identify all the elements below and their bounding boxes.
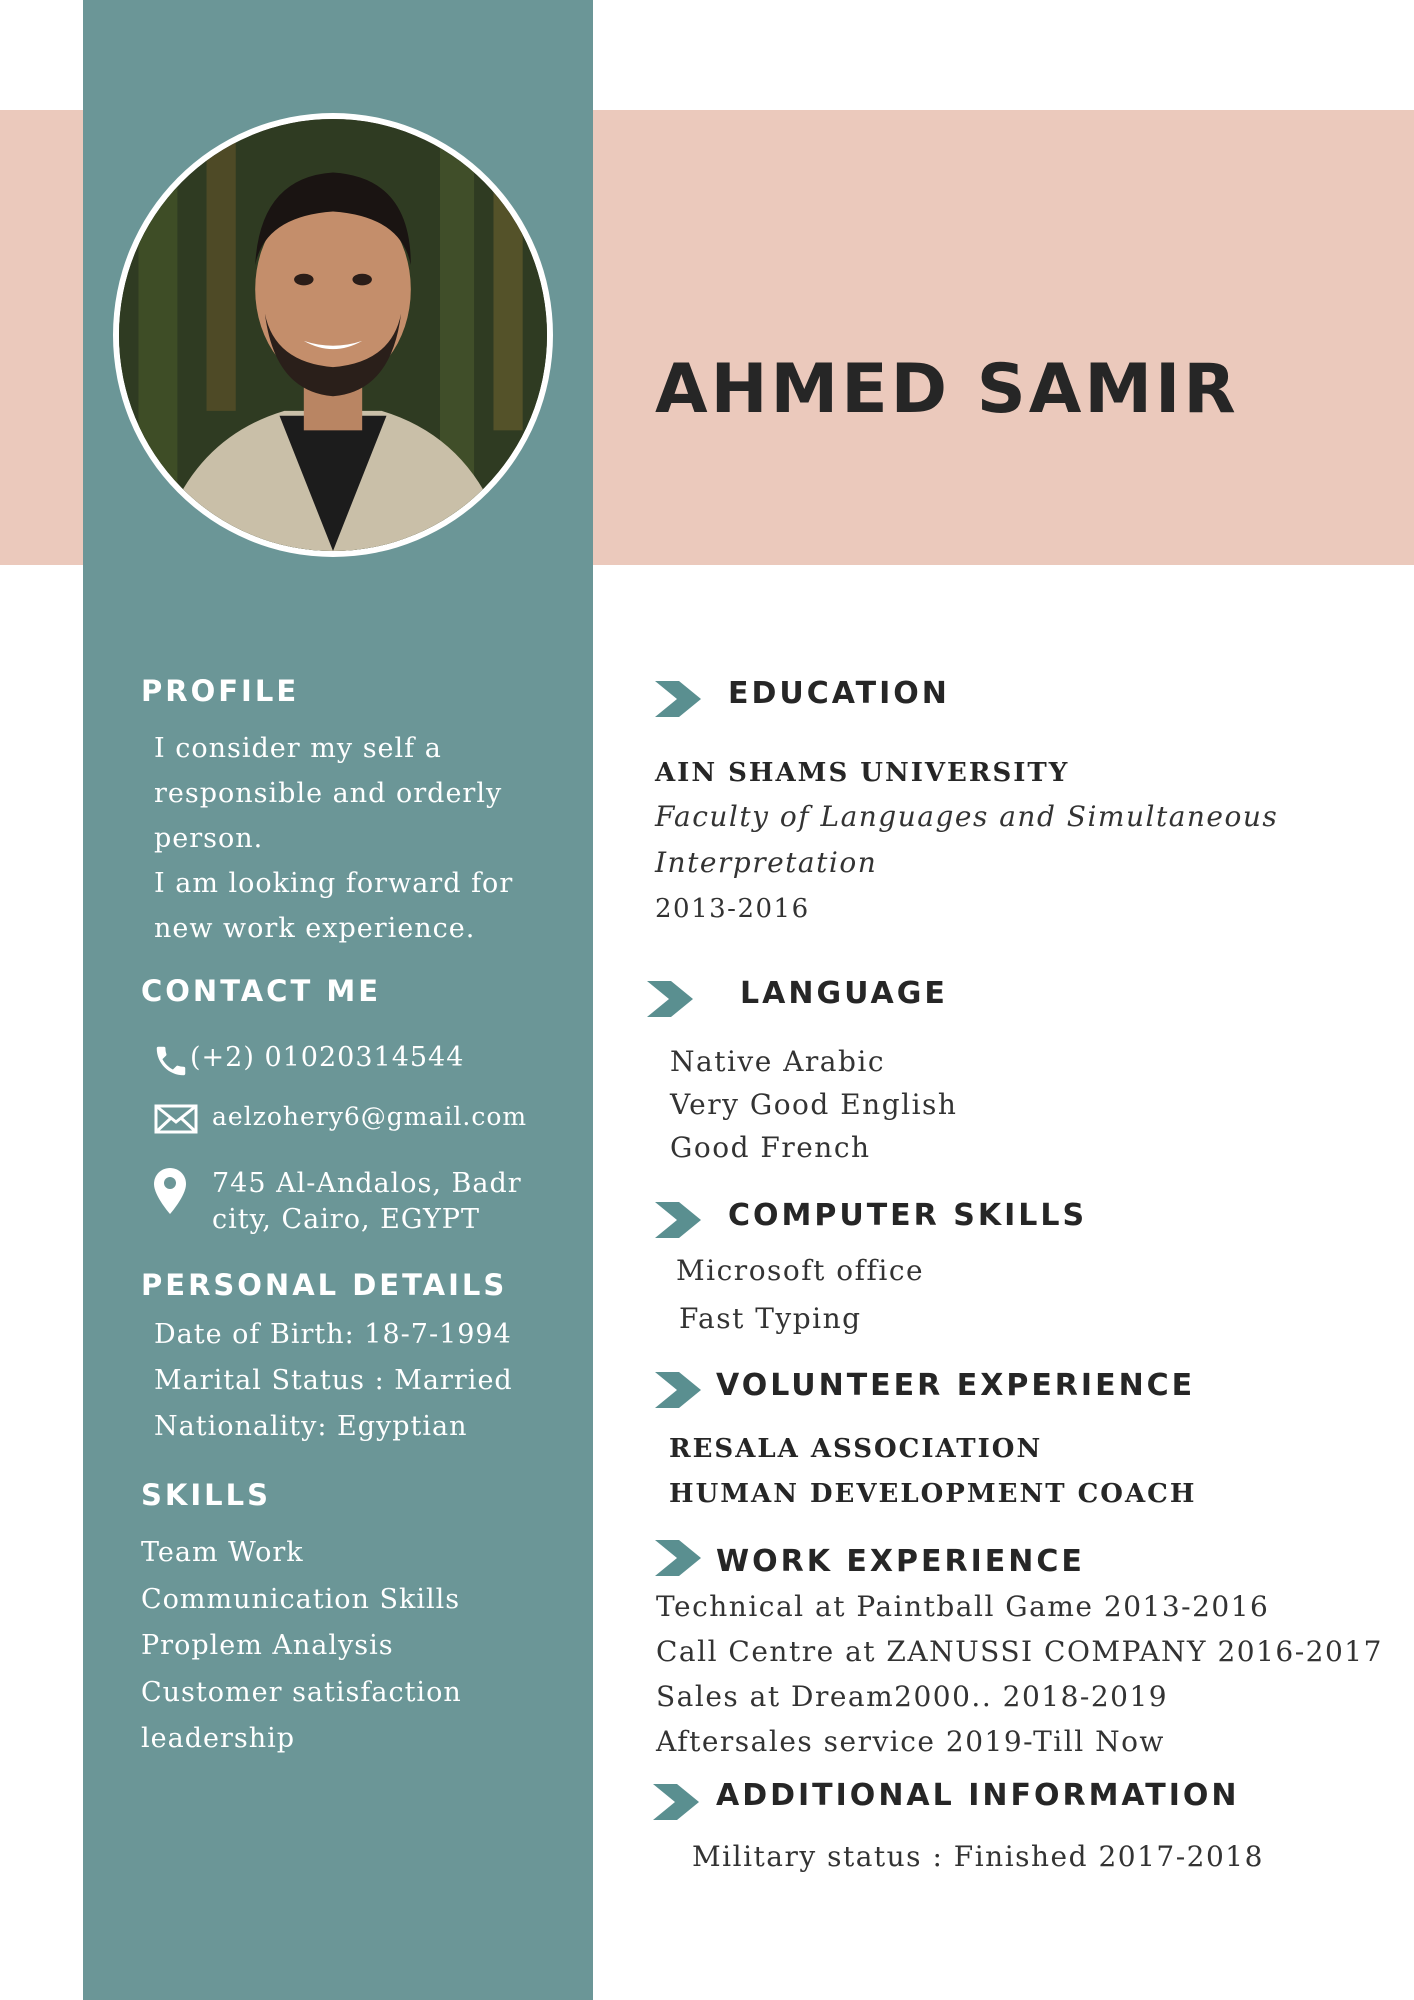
language-list bbox=[670, 1040, 957, 1169]
profile-line: I am looking forward for bbox=[154, 868, 514, 899]
profile-line: I consider my self a bbox=[154, 733, 442, 764]
location-pin-icon bbox=[154, 1168, 186, 1214]
chevron-arrow-icon bbox=[653, 1784, 699, 1820]
language-item: Good French bbox=[670, 1131, 871, 1164]
chevron-arrow-icon bbox=[655, 1372, 701, 1408]
education-years: 2013-2016 bbox=[655, 894, 810, 924]
education-faculty-line: Interpretation bbox=[655, 846, 878, 879]
work-experience-list bbox=[656, 1584, 1383, 1764]
work-experience-item: Technical at Paintball Game 2013-2016 bbox=[656, 1590, 1270, 1623]
personal-detail-item: Marital Status : Married bbox=[154, 1365, 513, 1396]
volunteer-heading: VOLUNTEER EXPERIENCE bbox=[716, 1368, 1196, 1403]
volunteer-item: HUMAN DEVELOPMENT COACH bbox=[669, 1479, 1197, 1509]
volunteer-item: RESALA ASSOCIATION bbox=[669, 1434, 1043, 1464]
skill-item: Communication Skills bbox=[141, 1583, 461, 1615]
personal-detail-item: Nationality: Egyptian bbox=[154, 1411, 468, 1442]
language-heading: LANGUAGE bbox=[740, 976, 948, 1011]
contact-heading: CONTACT ME bbox=[141, 974, 382, 1008]
language-item: Very Good English bbox=[670, 1088, 958, 1121]
profile-line: new work experience. bbox=[154, 913, 476, 944]
skills-list bbox=[141, 1530, 462, 1763]
skills-heading: SKILLS bbox=[141, 1478, 271, 1512]
skill-item: leadership bbox=[141, 1723, 296, 1754]
email-icon bbox=[154, 1104, 198, 1134]
skill-item: Customer satisfaction bbox=[141, 1676, 462, 1708]
contact-address bbox=[212, 1166, 522, 1238]
work-experience-item: Sales at Dream2000.. 2018-2019 bbox=[656, 1680, 1169, 1713]
profile-line: person. bbox=[154, 823, 264, 854]
chevron-arrow-icon bbox=[655, 1540, 701, 1576]
language-item: Native Arabic bbox=[670, 1045, 886, 1078]
personal-details-heading: PERSONAL DETAILS bbox=[141, 1268, 508, 1302]
personal-details-list bbox=[154, 1312, 513, 1450]
computer-skill-item: Fast Typing bbox=[679, 1302, 862, 1335]
education-heading: EDUCATION bbox=[728, 676, 950, 711]
profile-photo bbox=[113, 113, 553, 557]
personal-detail-item: Date of Birth: 18-7-1994 bbox=[154, 1319, 512, 1350]
education-university: AIN SHAMS UNIVERSITY bbox=[655, 758, 1070, 788]
contact-email: aelzohery6@gmail.com bbox=[212, 1102, 528, 1131]
address-line: city, Cairo, EGYPT bbox=[212, 1204, 480, 1235]
education-faculty-line: Faculty of Languages and Simultaneous bbox=[655, 800, 1279, 833]
skill-item: Proplem Analysis bbox=[141, 1630, 394, 1661]
skill-item: Team Work bbox=[141, 1537, 304, 1568]
profile-heading: PROFILE bbox=[141, 674, 300, 708]
phone-icon bbox=[152, 1042, 190, 1080]
profile-text bbox=[154, 726, 513, 951]
chevron-arrow-icon bbox=[655, 681, 701, 717]
chevron-arrow-icon bbox=[647, 981, 693, 1017]
profile-line: responsible and orderly bbox=[154, 778, 503, 809]
address-line: 745 Al-Andalos, Badr bbox=[212, 1168, 522, 1199]
work-experience-item: Call Centre at ZANUSSI COMPANY 2016-2017 bbox=[656, 1635, 1383, 1668]
work-experience-heading: WORK EXPERIENCE bbox=[716, 1544, 1085, 1579]
chevron-arrow-icon bbox=[655, 1202, 701, 1238]
work-experience-item: Aftersales service 2019-Till Now bbox=[656, 1725, 1165, 1758]
additional-info-text: Military status : Finished 2017-2018 bbox=[692, 1840, 1264, 1873]
additional-info-heading: ADDITIONAL INFORMATION bbox=[716, 1778, 1240, 1813]
candidate-name: AHMED SAMIR bbox=[655, 350, 1239, 429]
computer-skills-heading: COMPUTER SKILLS bbox=[728, 1198, 1088, 1233]
profile-photo-illustration bbox=[119, 119, 547, 551]
computer-skill-item: Microsoft office bbox=[676, 1254, 925, 1287]
contact-phone: (+2) 01020314544 bbox=[190, 1042, 465, 1073]
